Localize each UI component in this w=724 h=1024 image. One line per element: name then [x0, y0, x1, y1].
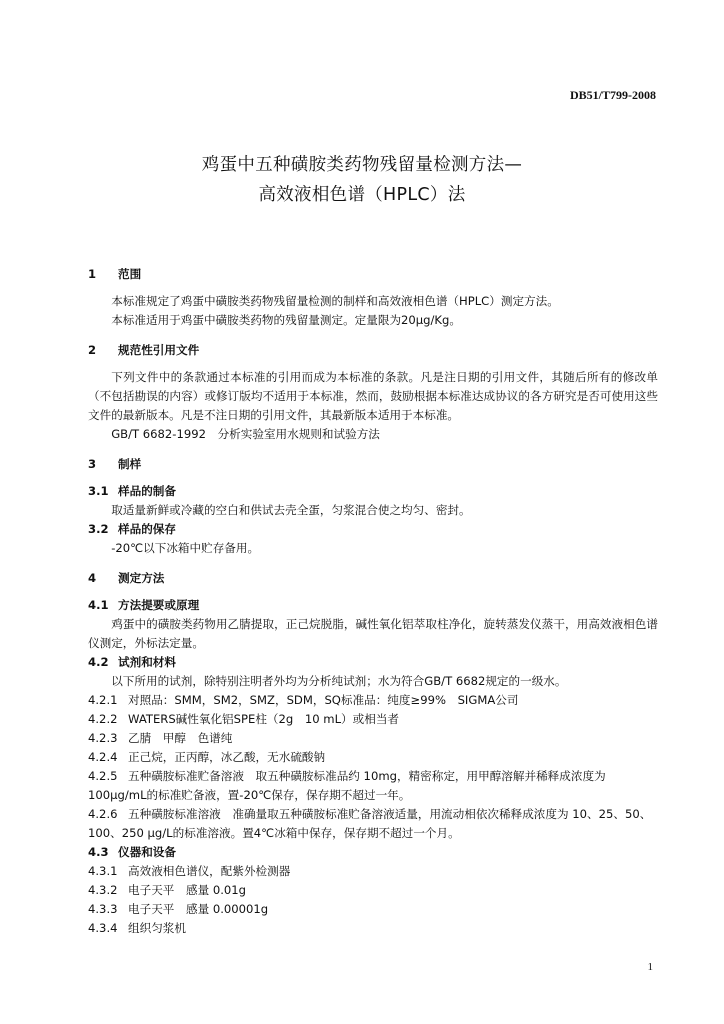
list-item — [88, 748, 658, 767]
paragraph: 以下所用的试剂，除特别注明者外均为分析纯试剂；水为符合GB/T 6682规定的一级水。 — [111, 674, 567, 688]
section-heading-sampling — [88, 454, 658, 474]
document-title-line2: 高效液相色谱（HPLC）法 — [258, 185, 466, 205]
equipment-list — [88, 862, 658, 938]
list-item — [88, 729, 658, 748]
section-heading-method — [88, 568, 658, 588]
item-text: 电子天平 感量 0.00001g — [128, 902, 269, 916]
list-item — [88, 919, 658, 938]
section-title: 测定方法 — [118, 571, 165, 585]
subsection-number: 4.1 — [88, 598, 109, 612]
item-number: 4.3.3 — [88, 902, 118, 916]
page-number: 1 — [647, 961, 653, 973]
item-text: 高效液相色谱仪，配紫外检测器 — [128, 864, 291, 878]
item-number: 4.3.2 — [88, 883, 118, 897]
section-title: 制样 — [118, 457, 142, 471]
subsection-number: 4.2 — [88, 655, 109, 669]
reference-entry: GB/T 6682-1992 分析实验室用水规则和试验方法 — [111, 427, 380, 441]
subsection-title: 样品的保存 — [118, 522, 176, 536]
list-item — [88, 767, 658, 805]
item-number: 4.2.4 — [88, 750, 118, 764]
subsection-heading — [88, 520, 658, 539]
subsection-number: 3.1 — [88, 484, 109, 498]
list-item — [88, 805, 658, 843]
document-title-line1: 鸡蛋中五种磺胺类药物残留量检测方法— — [201, 155, 523, 175]
section-heading-references — [88, 340, 658, 360]
reagent-list — [88, 691, 658, 843]
section-heading-scope — [88, 264, 658, 284]
list-item — [88, 900, 658, 919]
item-number: 4.2.3 — [88, 731, 118, 745]
section-number: 1 — [88, 267, 97, 281]
document-body — [88, 264, 658, 938]
subsection-heading — [88, 596, 658, 615]
item-number: 4.2.5 — [88, 769, 118, 783]
paragraph: 下列文件中的条款通过本标准的引用而成为本标准的条款。凡是注日期的引用文件，其随后所有的修改单（不包括勘误的内容）或修订版均不适用于本标准，然而，鼓励根据本标准达成协议的各方研究是否可使用这些文件的最新版本。凡是不注日期的引用文件，其最新版本适用于本标准。 — [88, 370, 658, 422]
item-number: 4.2.6 — [88, 807, 118, 821]
item-text: WATERS碱性氧化铝SPE柱（2g 10 mL）或相当者 — [128, 712, 400, 726]
subsection-title: 试剂和材料 — [118, 655, 176, 669]
item-number: 4.3.4 — [88, 921, 118, 935]
item-number: 4.2.2 — [88, 712, 118, 726]
paragraph: 本标准规定了鸡蛋中磺胺类药物残留量检测的制样和高效液相色谱（HPLC）测定方法。 — [111, 294, 559, 308]
list-item — [88, 710, 658, 729]
section-number: 2 — [88, 343, 97, 357]
paragraph: 本标准适用于鸡蛋中磺胺类药物的残留量测定。定量限为20μg/Kg。 — [111, 313, 461, 327]
subsection-title: 样品的制备 — [118, 484, 176, 498]
item-text: 乙腈 甲醇 色谱纯 — [128, 731, 233, 745]
item-text: 正己烷，正丙醇，冰乙酸，无水硫酸钠 — [128, 750, 326, 764]
item-text: 五种磺胺标准溶液 准确量取五种磺胺标准贮备溶液适量，用流动相依次稀释成浓度为 10、25、50、100、250 μg/L的标准溶液。置4℃冰箱中保存，保存期不超过一个月。 — [88, 807, 652, 840]
list-item — [88, 691, 658, 710]
paragraph: 取适量新鲜或冷藏的空白和供试去壳全蛋，匀浆混合使之均匀、密封。 — [111, 503, 471, 517]
standard-code: DB51/T799-2008 — [569, 88, 656, 102]
section-title: 范围 — [118, 267, 142, 281]
subsection-number: 3.2 — [88, 522, 109, 536]
item-text: 对照品：SMM，SM2，SMZ，SDM，SQ标准品：纯度≥99% SIGMA公司 — [128, 693, 519, 707]
paragraph: -20℃以下冰箱中贮存备用。 — [111, 541, 260, 555]
subsection-heading — [88, 482, 658, 501]
subsection-title: 方法提要或原理 — [118, 598, 200, 612]
section-number: 3 — [88, 457, 97, 471]
list-item — [88, 881, 658, 900]
subsection-number: 4.3 — [88, 845, 109, 859]
subsection-heading — [88, 653, 658, 672]
subsection-title: 仪器和设备 — [118, 845, 176, 859]
section-number: 4 — [88, 571, 97, 585]
item-text: 电子天平 感量 0.01g — [128, 883, 247, 897]
paragraph: 鸡蛋中的磺胺类药物用乙腈提取，正己烷脱脂，碱性氧化铝萃取柱净化，旋转蒸发仪蒸干，用高效液相色谱仪测定，外标法定量。 — [88, 617, 658, 650]
item-text: 五种磺胺标准贮备溶液 取五种磺胺标准品约 10mg，精密称定，用甲醇溶解并稀释成浓度为100μg/mL的标准贮备液，置-20℃保存，保存期不超过一年。 — [88, 769, 606, 802]
item-number: 4.3.1 — [88, 864, 118, 878]
item-text: 组织匀浆机 — [128, 921, 186, 935]
section-title: 规范性引用文件 — [118, 343, 200, 357]
item-number: 4.2.1 — [88, 693, 118, 707]
list-item — [88, 862, 658, 881]
subsection-heading — [88, 843, 658, 862]
